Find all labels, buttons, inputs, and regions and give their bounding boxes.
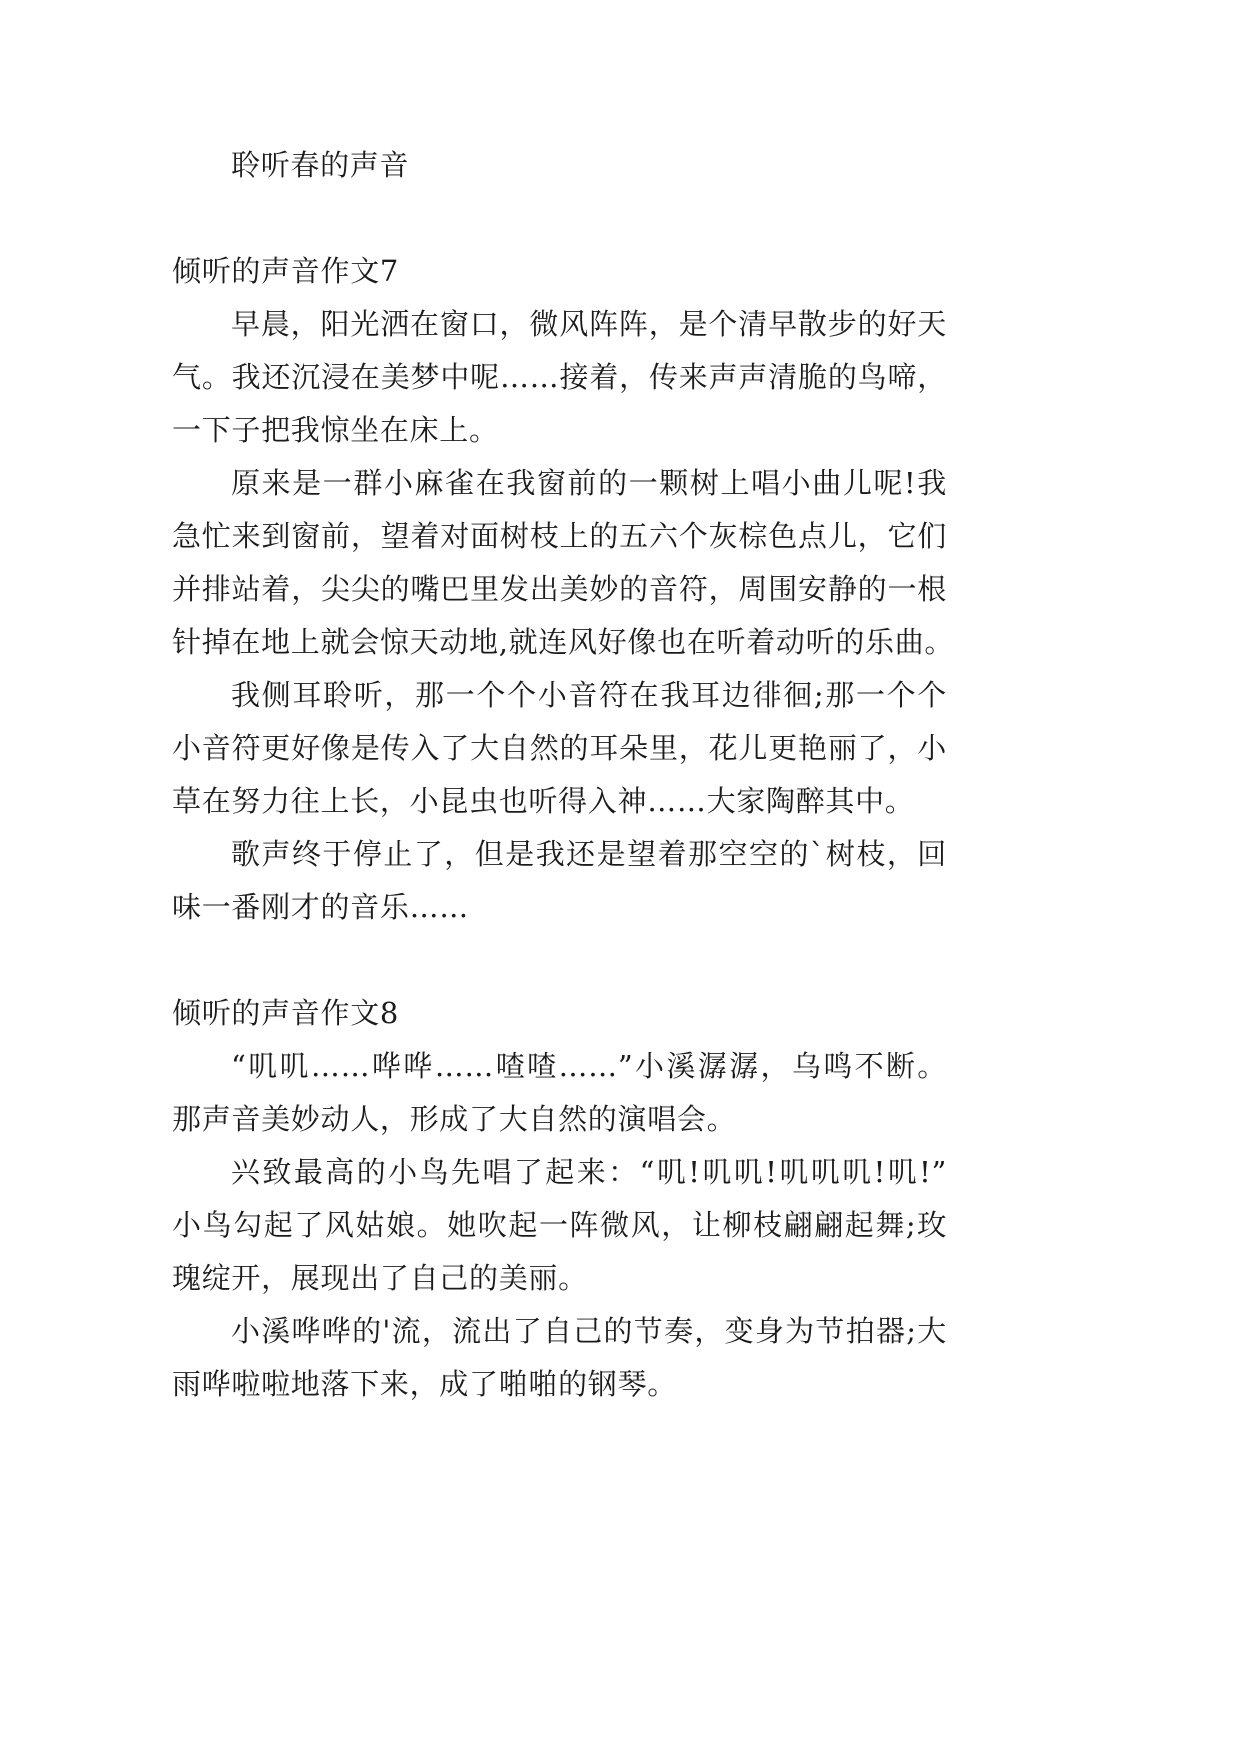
- text-line: 急忙来到窗前，望着对面树枝上的五六个灰棕色点儿，它们: [172, 519, 947, 553]
- text-line: 针掉在地上就会惊天动地,就连风好像也在听着动听的乐曲。: [172, 625, 955, 659]
- text-line: 小音符更好像是传入了大自然的耳朵里，花儿更艳丽了，小: [172, 731, 947, 765]
- text-line: 兴致最高的小鸟先唱了起来：“叽!叽叽!叽叽叽!叽!”: [231, 1155, 947, 1189]
- text-line: 味一番刚才的音乐……: [172, 890, 470, 924]
- text-line: 小鸟勾起了风姑娘。她吹起一阵微风，让柳枝翩翩起舞;玫: [172, 1208, 947, 1242]
- text-line: 我侧耳聆听，那一个个小音符在我耳边徘徊;那一个个: [231, 678, 947, 712]
- text-line: 瑰绽开，展现出了自己的美丽。: [172, 1261, 588, 1295]
- essay-heading: 倾听的声音作文7: [172, 254, 400, 288]
- paragraph: [172, 457, 955, 669]
- text-line: 雨哗啦啦地落下来，成了啪啪的钢琴。: [172, 1367, 677, 1401]
- text-line: 一下子把我惊坐在床上。: [172, 413, 499, 447]
- text-line: 歌声终于停止了，但是我还是望着那空空的`树枝，回: [231, 837, 947, 871]
- text-line: 那声音美妙动人，形成了大自然的演唱会。: [172, 1102, 737, 1136]
- essay-8: [172, 987, 947, 1411]
- paragraph: [172, 1146, 947, 1305]
- document-title: 聆听春的声音: [231, 148, 410, 182]
- essay-7: [172, 245, 955, 934]
- text-line: 草在努力往上长，小昆虫也听得入神……大家陶醉其中。: [172, 784, 915, 818]
- text-line: 并排站着，尖尖的嘴巴里发出美妙的音符，周围安静的一根: [172, 572, 947, 606]
- paragraph: [172, 828, 947, 934]
- text-line: 小溪哗哗的'流，流出了自己的节奏，变身为节拍器;大: [231, 1314, 947, 1348]
- paragraph: [172, 1305, 947, 1411]
- text-line: 气。我还沉浸在美梦中呢……接着，传来声声清脆的鸟啼，: [172, 360, 947, 394]
- text-line: 早晨，阳光洒在窗口，微风阵阵，是个清早散步的好天: [231, 307, 947, 341]
- text-line: 原来是一群小麻雀在我窗前的一颗树上唱小曲儿呢!我: [231, 466, 947, 500]
- document-body: [172, 139, 955, 1411]
- essay-heading: 倾听的声音作文8: [172, 996, 400, 1030]
- paragraph: [172, 669, 947, 828]
- text-line: “叽叽……哗哗……喳喳……”小溪潺潺，乌鸣不断。: [231, 1049, 947, 1083]
- paragraph: [172, 1040, 947, 1146]
- paragraph: [172, 298, 947, 457]
